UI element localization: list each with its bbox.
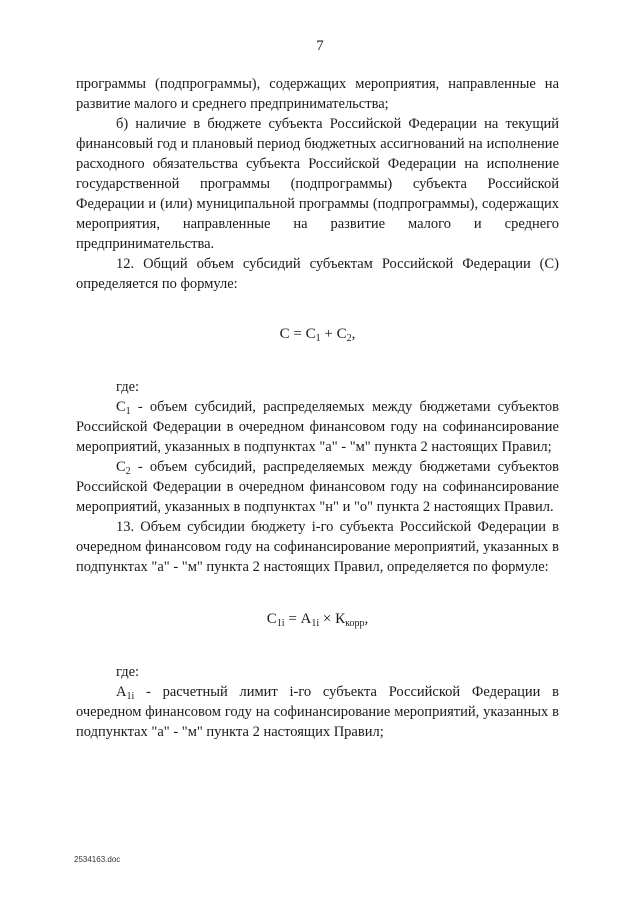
definition-c2: $С_2$ - объем субсидий, распределяемых между бюджетами субъектов Российской Федерации в очередном финансовом году на софинансирование мероприятий, указанных в подпунктах "н" и "о" пункта 2 настоящих Правил. bbox=[76, 459, 559, 515]
paragraph-13: 13. Объем субсидии бюджету i-го субъекта Российской Федерации в очередном финансовом году на софинансирование мероприятий, указанных в подпунктах "а" - "м" пункта 2 настоящих Правил, определяется по формуле: bbox=[76, 519, 559, 575]
document-body bbox=[76, 74, 559, 742]
where-label-2: где: bbox=[116, 664, 140, 680]
formula-total-subsidy: $С = С_1 + С_2$, bbox=[279, 326, 356, 344]
paragraph-b: б) наличие в бюджете субъекта Российской Федерации на текущий финансовый год и плановый период бюджетных ассигнований на исполнение расходного обязательства субъекта Российской Федерации на исполнение государственной программы (подпрограммы) субъекта Российской Федерации и (или) муниципальной программы (подпрограммы), содержащих мероприятия, направленные на развитие малого и среднего предпринимательства. bbox=[76, 116, 559, 252]
paragraph-continuation: программы (подпрограммы), содержащих мероприятия, направленные на развитие малого и среднего предпринимательства; bbox=[76, 76, 559, 112]
where-label: где: bbox=[116, 379, 140, 395]
definition-a1i: $А_{1i}$ - расчетный лимит i-го субъекта Российской Федерации в очередном финансовом году на софинансирование мероприятий, указанных в подпунктах "а" - "м" пункта 2 настоящих Правил; bbox=[76, 684, 559, 740]
document-filename: 2534163.doc bbox=[74, 855, 121, 864]
paragraph-12: 12. Общий объем субсидий субъектам Российской Федерации (С) определяется по формуле: bbox=[76, 256, 559, 292]
page-number: 7 bbox=[316, 38, 324, 54]
definition-c1: $С_1$ - объем субсидий, распределяемых между бюджетами субъектов Российской Федерации в очередном финансовом году на софинансирование мероприятий, указанных в подпунктах "а" - "м" пункта 2 настоящих Правил; bbox=[76, 399, 559, 455]
formula-region-subsidy: $С_{1i} = А_{1i} \times К_{корр}$, bbox=[266, 611, 369, 629]
